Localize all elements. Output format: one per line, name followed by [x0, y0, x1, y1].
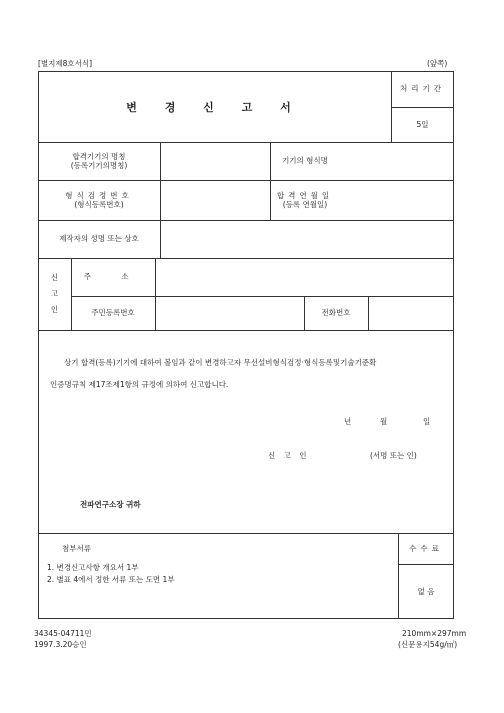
address-input[interactable] — [156, 259, 453, 295]
fee-label: 수수료 — [409, 543, 443, 553]
type-inspection-input[interactable] — [161, 181, 269, 219]
resident-number-input[interactable] — [156, 297, 303, 329]
phone-label: 전화번호 — [321, 308, 351, 318]
device-model-label: 기기의 형식명 — [282, 156, 328, 166]
applicant-label — [38, 258, 71, 330]
form-number: [별지제8호서식] — [38, 59, 93, 68]
date-day-label: 일 — [423, 417, 431, 426]
addressee: 전파연구소장 귀하 — [80, 500, 141, 509]
address-label: 주 소 — [83, 272, 143, 282]
device-name-line2: (등록기기의명칭) — [70, 161, 128, 170]
signer-label: 신 고 인 — [268, 451, 310, 460]
pass-date-line2: (등록 연월일) — [282, 200, 328, 209]
applicant-char-1: 신 — [50, 273, 59, 282]
footer-paper-type: (신문용지54g/㎡) — [398, 640, 458, 649]
attachment-item-2: 2. 별표 4에서 정한 서류 또는 도면 1부 — [47, 575, 175, 584]
footer-code: 34345-04711민 — [34, 629, 92, 638]
footer-approval-date: 1997.3.20승인 — [34, 640, 87, 649]
statement-text — [50, 352, 446, 396]
manufacturer-input[interactable] — [161, 221, 453, 257]
attachment-item-1: 1. 변경신고사항 개요서 1부 — [47, 563, 139, 572]
signature-field[interactable] — [300, 447, 368, 463]
fee-value: 없 음 — [417, 586, 435, 596]
statement-line-1: 상기 합격(등록)기기에 대하여 볼임과 같이 변경하고자 무선설비형식검정·형식등록및기술기준확 — [64, 358, 377, 367]
date-year-label: 년 — [344, 417, 352, 426]
date-month-label: 월 — [380, 417, 388, 426]
applicant-char-2: 고 — [50, 289, 59, 298]
pass-date-input[interactable] — [341, 181, 453, 219]
device-name-input[interactable] — [161, 143, 269, 179]
phone-input[interactable] — [369, 297, 453, 329]
manufacturer-label: 제작자의 성명 또는 상호 — [59, 234, 139, 244]
type-inspection-label — [38, 180, 160, 220]
resident-number-label: 주민등록번호 — [91, 308, 135, 318]
device-name-label — [38, 142, 160, 180]
statement-line-2: 인증명규칙 제17조제1항의 규정에 의하여 신고합니다. — [50, 380, 229, 389]
device-name-line1: 합격기기의 명칭 — [72, 151, 126, 161]
device-model-input[interactable] — [341, 143, 453, 179]
processing-period-label: 처리기간 — [400, 84, 445, 94]
page-side-label: (앞쪽) — [427, 59, 448, 68]
type-inspection-line1: 형식검정번호 — [65, 190, 133, 200]
pass-date-line1: 합격연월일 — [276, 190, 334, 200]
form-title: 변 경 신 고 서 — [126, 100, 303, 114]
signature-note: (서명 또는 인) — [370, 451, 417, 460]
pass-date-label — [270, 180, 340, 220]
attachments-title: 첨부서류 — [62, 544, 91, 553]
applicant-char-3: 인 — [50, 305, 59, 314]
footer-paper-size: 210mm×297mm — [402, 629, 467, 638]
type-inspection-line2: (형식등록번호) — [74, 200, 124, 209]
processing-period-value: 5일 — [416, 119, 429, 129]
